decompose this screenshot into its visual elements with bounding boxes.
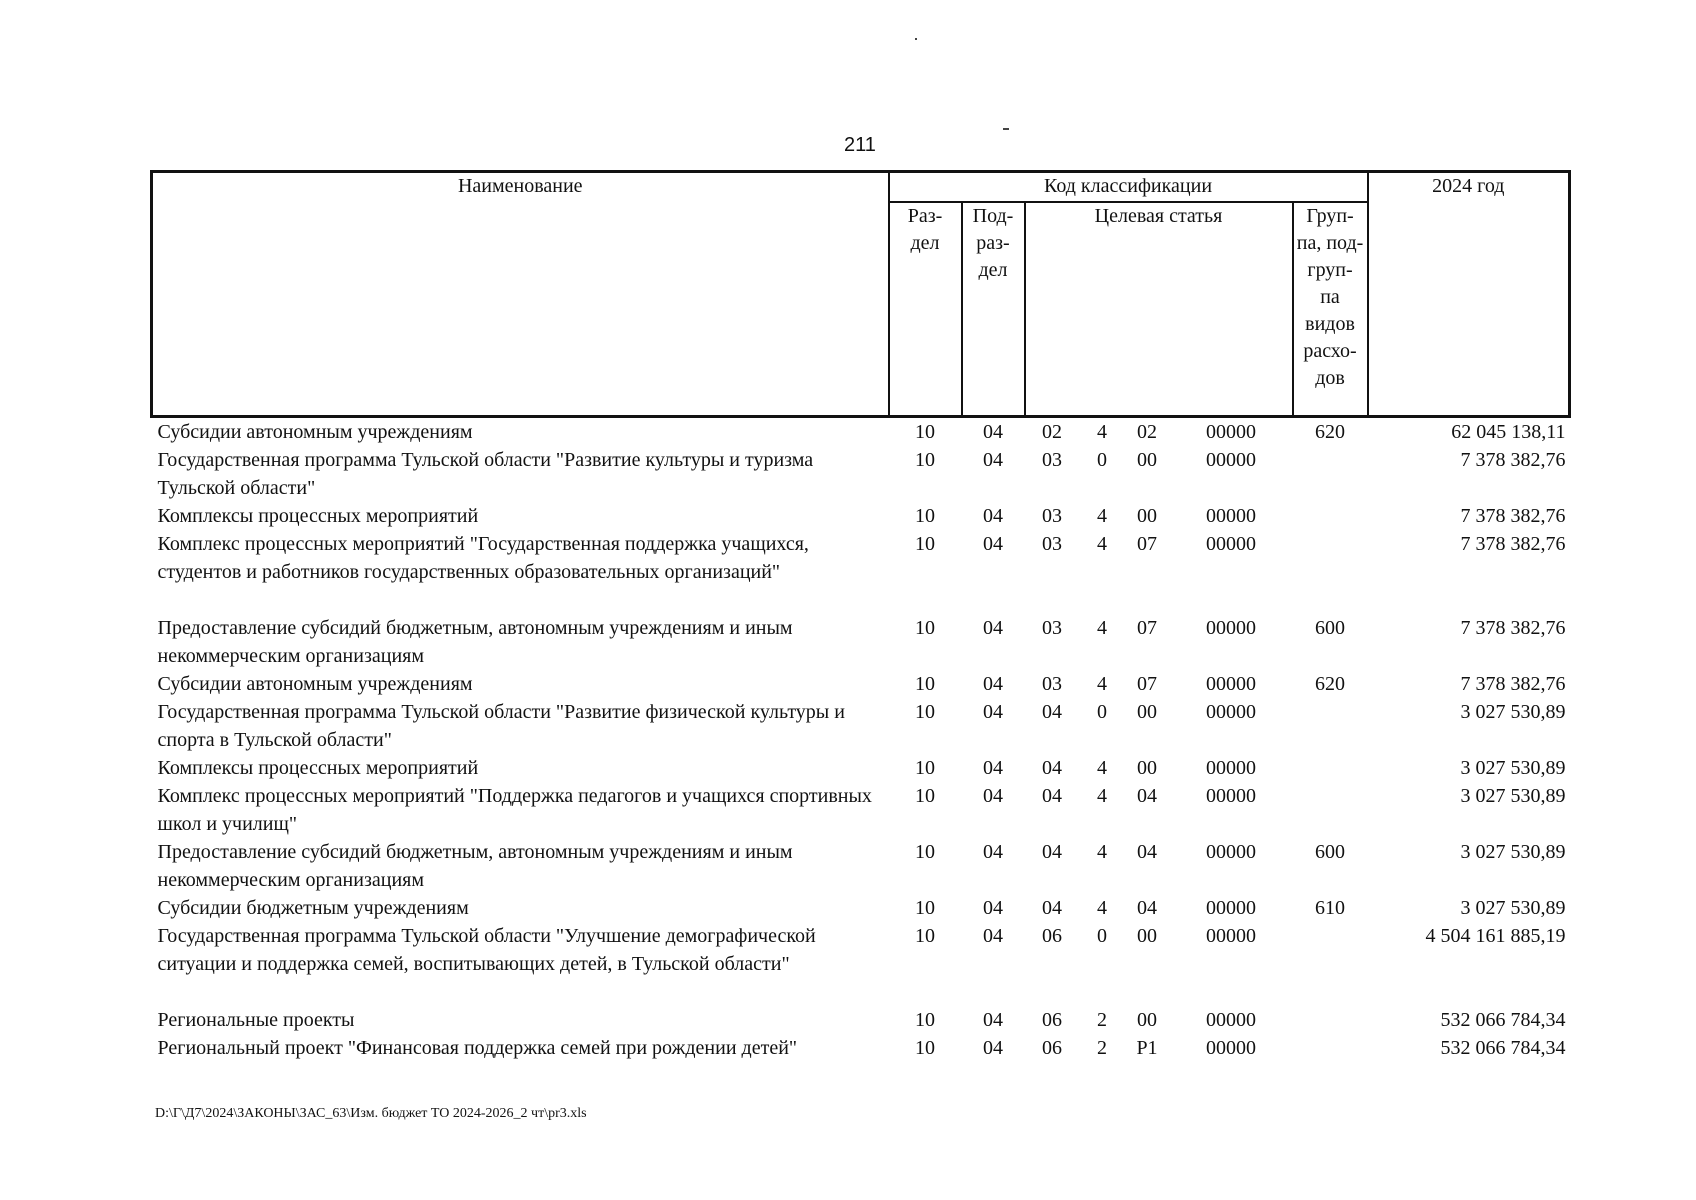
cell-podrazdel: 04 (983, 785, 1003, 807)
cell-t1: 03 (1042, 533, 1062, 555)
cell-vr (1293, 922, 1368, 1006)
cell-vr (1293, 754, 1368, 782)
cell-t1: 04 (1042, 757, 1062, 779)
cell-t4: 00000 (1206, 841, 1256, 863)
cell-razdel: 10 (915, 1037, 935, 1059)
cell-sum: 3 027 530,89 (1460, 897, 1566, 919)
cell-t2: 0 (1097, 701, 1107, 723)
cell-razdel: 10 (915, 617, 935, 639)
cell-vr: 610 (1315, 897, 1346, 919)
cell-t1: 03 (1042, 505, 1062, 527)
cell-podrazdel: 04 (983, 505, 1003, 527)
cell-t4: 00000 (1206, 785, 1256, 807)
cell-sum: 7 378 382,76 (1460, 449, 1566, 471)
cell-t1: 03 (1042, 673, 1062, 695)
header-podrazdel (962, 202, 1025, 417)
table-row (152, 838, 1570, 894)
cell-podrazdel: 04 (983, 617, 1003, 639)
cell-vr: 620 (1315, 421, 1346, 443)
table-header (152, 172, 1570, 417)
cell-t4: 00000 (1206, 673, 1256, 695)
cell-t1: 02 (1042, 421, 1062, 443)
header-razdel (889, 202, 962, 417)
cell-sum: 3 027 530,89 (1460, 757, 1566, 779)
table-row (152, 417, 1570, 447)
cell-podrazdel: 04 (983, 449, 1003, 471)
cell-podrazdel: 04 (983, 673, 1003, 695)
table-row (152, 1006, 1570, 1034)
cell-name: Государственная программа Тульской области "Улучшение демографической ситуации и поддержка семей, воспитывающих детей, в Тульской области" (157, 925, 816, 975)
cell-t1: 04 (1042, 841, 1062, 863)
cell-vr (1293, 446, 1368, 502)
cell-t4: 00000 (1206, 617, 1256, 639)
cell-sum: 7 378 382,76 (1460, 673, 1566, 695)
cell-t3: 00 (1137, 505, 1157, 527)
budget-table (150, 170, 1571, 1062)
cell-t1: 04 (1042, 785, 1062, 807)
cell-t4: 00000 (1206, 421, 1256, 443)
cell-razdel: 10 (915, 701, 935, 723)
cell-t3: 04 (1137, 841, 1157, 863)
header-expense-group (1293, 202, 1368, 417)
table-row (152, 754, 1570, 782)
cell-sum: 7 378 382,76 (1460, 617, 1566, 639)
cell-name: Субсидии автономным учреждениям (157, 673, 473, 695)
cell-t1: 04 (1042, 897, 1062, 919)
cell-t3: 00 (1137, 757, 1157, 779)
cell-t1: 06 (1042, 925, 1062, 947)
budget-table-container (150, 170, 1568, 1062)
cell-t2: 4 (1097, 841, 1107, 863)
header-razdel-text: Раз- дел (907, 205, 943, 254)
cell-podrazdel: 04 (983, 421, 1003, 443)
cell-vr (1293, 530, 1368, 614)
cell-vr (1293, 782, 1368, 838)
cell-podrazdel: 04 (983, 925, 1003, 947)
cell-t2: 4 (1097, 757, 1107, 779)
cell-t2: 4 (1097, 673, 1107, 695)
table-row (152, 922, 1570, 1006)
cell-podrazdel: 04 (983, 1037, 1003, 1059)
cell-t2: 0 (1097, 925, 1107, 947)
cell-t2: 4 (1097, 533, 1107, 555)
cell-name: Комплексы процессных мероприятий (157, 505, 479, 527)
cell-vr: 600 (1315, 841, 1346, 863)
cell-sum: 7 378 382,76 (1460, 505, 1566, 527)
cell-razdel: 10 (915, 785, 935, 807)
cell-name: Комплексы процессных мероприятий (157, 757, 479, 779)
cell-name: Субсидии бюджетным учреждениям (157, 897, 469, 919)
table-row (152, 1034, 1570, 1062)
cell-t3: 00 (1137, 449, 1157, 471)
cell-podrazdel: 04 (983, 533, 1003, 555)
cell-razdel: 10 (915, 841, 935, 863)
cell-t3: 04 (1137, 785, 1157, 807)
cell-name: Предоставление субсидий бюджетным, автономным учреждениям и иным некоммерческим организациям (157, 617, 793, 667)
cell-sum: 3 027 530,89 (1460, 785, 1566, 807)
cell-t2: 0 (1097, 449, 1107, 471)
cell-t2: 4 (1097, 505, 1107, 527)
table-row (152, 698, 1570, 754)
cell-vr (1293, 502, 1368, 530)
cell-t3: P1 (1136, 1037, 1158, 1059)
cell-t3: 07 (1137, 617, 1157, 639)
cell-razdel: 10 (915, 449, 935, 471)
cell-podrazdel: 04 (983, 841, 1003, 863)
cell-razdel: 10 (915, 897, 935, 919)
header-podrazdel-text: Под- раз- дел (972, 205, 1014, 281)
cell-t3: 00 (1137, 925, 1157, 947)
cell-name: Субсидии автономным учреждениям (157, 421, 473, 443)
cell-t2: 2 (1097, 1037, 1107, 1059)
cell-t2: 2 (1097, 1009, 1107, 1031)
page-number: 211 (844, 134, 876, 156)
cell-name: Предоставление субсидий бюджетным, автономным учреждениям и иным некоммерческим организациям (157, 841, 793, 891)
cell-name: Государственная программа Тульской области "Развитие физической культуры и спорта в Тульской области" (157, 701, 845, 751)
cell-name: Региональные проекты (157, 1009, 355, 1031)
cell-t2: 4 (1097, 617, 1107, 639)
cell-t4: 00000 (1206, 505, 1256, 527)
cell-t4: 00000 (1206, 757, 1256, 779)
cell-t3: 04 (1137, 897, 1157, 919)
cell-t3: 00 (1137, 701, 1157, 723)
cell-name: Комплекс процессных мероприятий "Государственная поддержка учащихся, студентов и работников государственных образовательных организаций" (157, 533, 809, 583)
cell-razdel: 10 (915, 757, 935, 779)
cell-podrazdel: 04 (983, 1009, 1003, 1031)
cell-t1: 06 (1042, 1009, 1062, 1031)
cell-t4: 00000 (1206, 1037, 1256, 1059)
header-name: Наименование (152, 172, 889, 417)
cell-t1: 03 (1042, 617, 1062, 639)
cell-t4: 00000 (1206, 1009, 1256, 1031)
cell-t4: 00000 (1206, 701, 1256, 723)
table-body (152, 417, 1570, 1063)
cell-t2: 4 (1097, 421, 1107, 443)
cell-razdel: 10 (915, 925, 935, 947)
header-target-article: Целевая статья (1025, 202, 1293, 417)
cell-sum: 7 378 382,76 (1460, 533, 1566, 555)
cell-t3: 00 (1137, 1009, 1157, 1031)
table-row (152, 782, 1570, 838)
cell-t2: 4 (1097, 785, 1107, 807)
cell-t2: 4 (1097, 897, 1107, 919)
cell-sum: 532 066 784,34 (1440, 1009, 1566, 1031)
cell-podrazdel: 04 (983, 701, 1003, 723)
cell-razdel: 10 (915, 505, 935, 527)
cell-vr: 620 (1315, 673, 1346, 695)
cell-t4: 00000 (1206, 449, 1256, 471)
header-year: 2024 год (1368, 172, 1570, 417)
cell-razdel: 10 (915, 1009, 935, 1031)
table-row (152, 894, 1570, 922)
cell-t3: 02 (1137, 421, 1157, 443)
table-row (152, 502, 1570, 530)
cell-sum: 532 066 784,34 (1440, 1037, 1566, 1059)
cell-t3: 07 (1137, 533, 1157, 555)
cell-sum: 4 504 161 885,19 (1425, 925, 1566, 947)
cell-vr (1293, 1006, 1368, 1034)
cell-t1: 03 (1042, 449, 1062, 471)
cell-t1: 06 (1042, 1037, 1062, 1059)
cell-t1: 04 (1042, 701, 1062, 723)
cell-razdel: 10 (915, 533, 935, 555)
cell-razdel: 10 (915, 673, 935, 695)
scan-speck (915, 38, 917, 40)
cell-t4: 00000 (1206, 533, 1256, 555)
table-row (152, 614, 1570, 670)
cell-name: Региональный проект "Финансовая поддержка семей при рождении детей" (157, 1037, 798, 1059)
cell-t3: 07 (1137, 673, 1157, 695)
cell-podrazdel: 04 (983, 757, 1003, 779)
header-classification-code: Код классификации (889, 172, 1368, 203)
cell-razdel: 10 (915, 421, 935, 443)
cell-name: Государственная программа Тульской области "Развитие культуры и туризма Тульской области" (157, 449, 814, 499)
header-expense-group-text: Груп- па, под- груп- па видов расхо- дов (1296, 205, 1364, 389)
cell-vr (1293, 1034, 1368, 1062)
table-row (152, 670, 1570, 698)
footer-file-path: D:\Г\Д7\2024\ЗАКОНЫ\ЗАС_63\Изм. бюджет ТО 2024-2026_2 чт\pr3.xls (155, 1106, 587, 1121)
cell-sum: 3 027 530,89 (1460, 841, 1566, 863)
cell-vr: 600 (1315, 617, 1346, 639)
cell-t4: 00000 (1206, 925, 1256, 947)
scan-speck (1003, 128, 1009, 130)
cell-vr (1293, 698, 1368, 754)
cell-t4: 00000 (1206, 897, 1256, 919)
cell-sum: 3 027 530,89 (1460, 701, 1566, 723)
cell-podrazdel: 04 (983, 897, 1003, 919)
cell-sum: 62 045 138,11 (1451, 421, 1566, 443)
table-row (152, 530, 1570, 614)
cell-name: Комплекс процессных мероприятий "Поддержка педагогов и учащихся спортивных школ и училищ" (157, 785, 872, 835)
table-row (152, 446, 1570, 502)
